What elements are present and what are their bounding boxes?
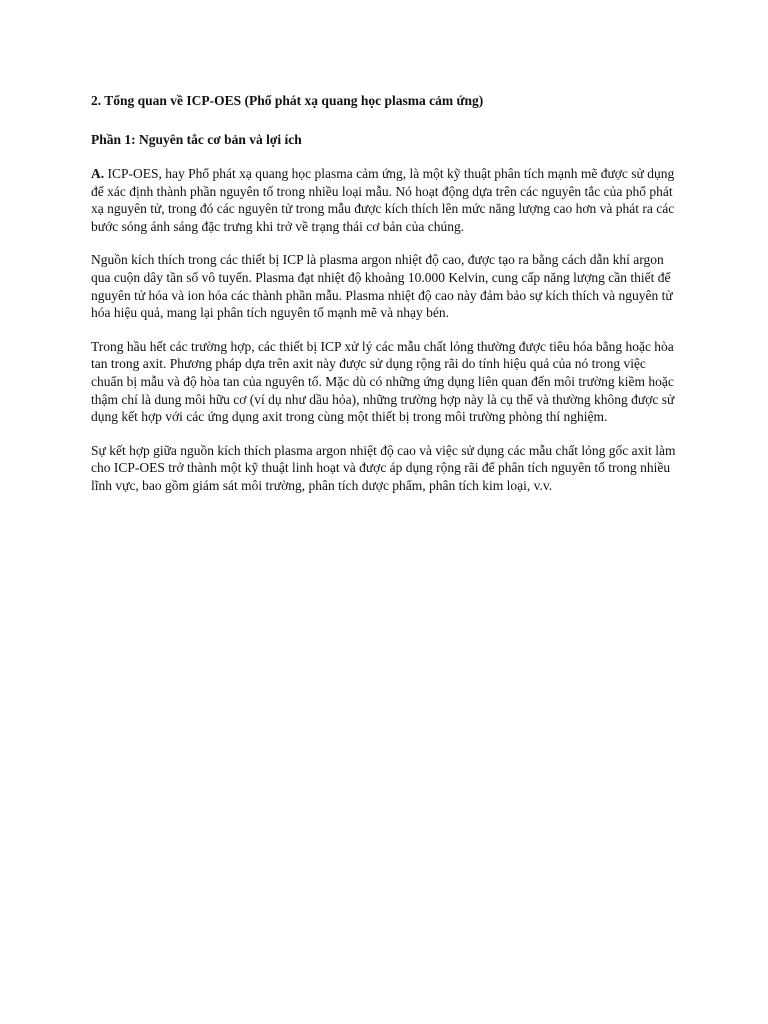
document-body — [91, 92, 679, 495]
paragraph-conclusion: Sự kết hợp giữa nguồn kích thích plasma argon nhiệt độ cao và việc sử dụng các mẫu chất lỏng gốc axit làm cho ICP-OES trở thành một kỹ thuật linh hoạt và được áp dụng rộng rãi để phân tích nguyên tố trong nhiều lĩnh vực, bao gồm giám sát môi trường, phân tích dược phẩm, phân tích kim loại, v.v. — [91, 442, 676, 493]
paragraph-a-lead: A. — [91, 166, 105, 181]
paragraph-a — [91, 165, 679, 235]
paragraph-excitation-source: Nguồn kích thích trong các thiết bị ICP là plasma argon nhiệt độ cao, được tạo ra bằng cách dẫn khí argon qua cuộn dây tần số vô tuyến. Plasma đạt nhiệt độ khoảng 10.000 Kelvin, cung cấp năng lượng cần thiết để nguyên tử hóa và ion hóa các thành phần mẫu. Plasma nhiệt độ cao này đảm bảo sự kích thích và nguyên tử hóa hiệu quả, mang lại phân tích nguyên tố mạnh mẽ và nhạy bén. — [91, 252, 673, 321]
section-heading: Phần 1: Nguyên tắc cơ bản và lợi ích — [91, 132, 302, 147]
paragraph-sample-preparation: Trong hầu hết các trường hợp, các thiết bị ICP xử lý các mẫu chất lỏng thường được tiêu hóa bằng hoặc hòa tan trong axit. Phương pháp dựa trên axit này được sử dụng rộng rãi do tính hiệu quả của nó trong việc chuẩn bị mẫu và độ hòa tan của nguyên tố. Mặc dù có những ứng dụng liên quan đến môi trường kiềm hoặc thậm chí là dung môi hữu cơ (ví dụ như dầu hỏa), những trường hợp này là cụ thể và thường không được sử dụng kết hợp với các ứng dụng axit trong cùng một thiết bị trong môi trường phòng thí nghiệm. — [91, 338, 675, 425]
document-title: 2. Tổng quan về ICP-OES (Phổ phát xạ quang học plasma cảm ứng) — [91, 93, 484, 108]
paragraph-a-text: ICP-OES, hay Phổ phát xạ quang học plasma cảm ứng, là một kỹ thuật phân tích mạnh mẽ được sử dụng để xác định thành phần nguyên tố trong nhiều loại mẫu. Nó hoạt động dựa trên các nguyên tắc của phổ phát xạ nguyên tử, trong đó các nguyên tử trong mẫu được kích thích lên mức năng lượng cao hơn và phát ra các bước sóng ánh sáng đặc trưng khi trở về trạng thái cơ bản của chúng. — [91, 166, 675, 234]
